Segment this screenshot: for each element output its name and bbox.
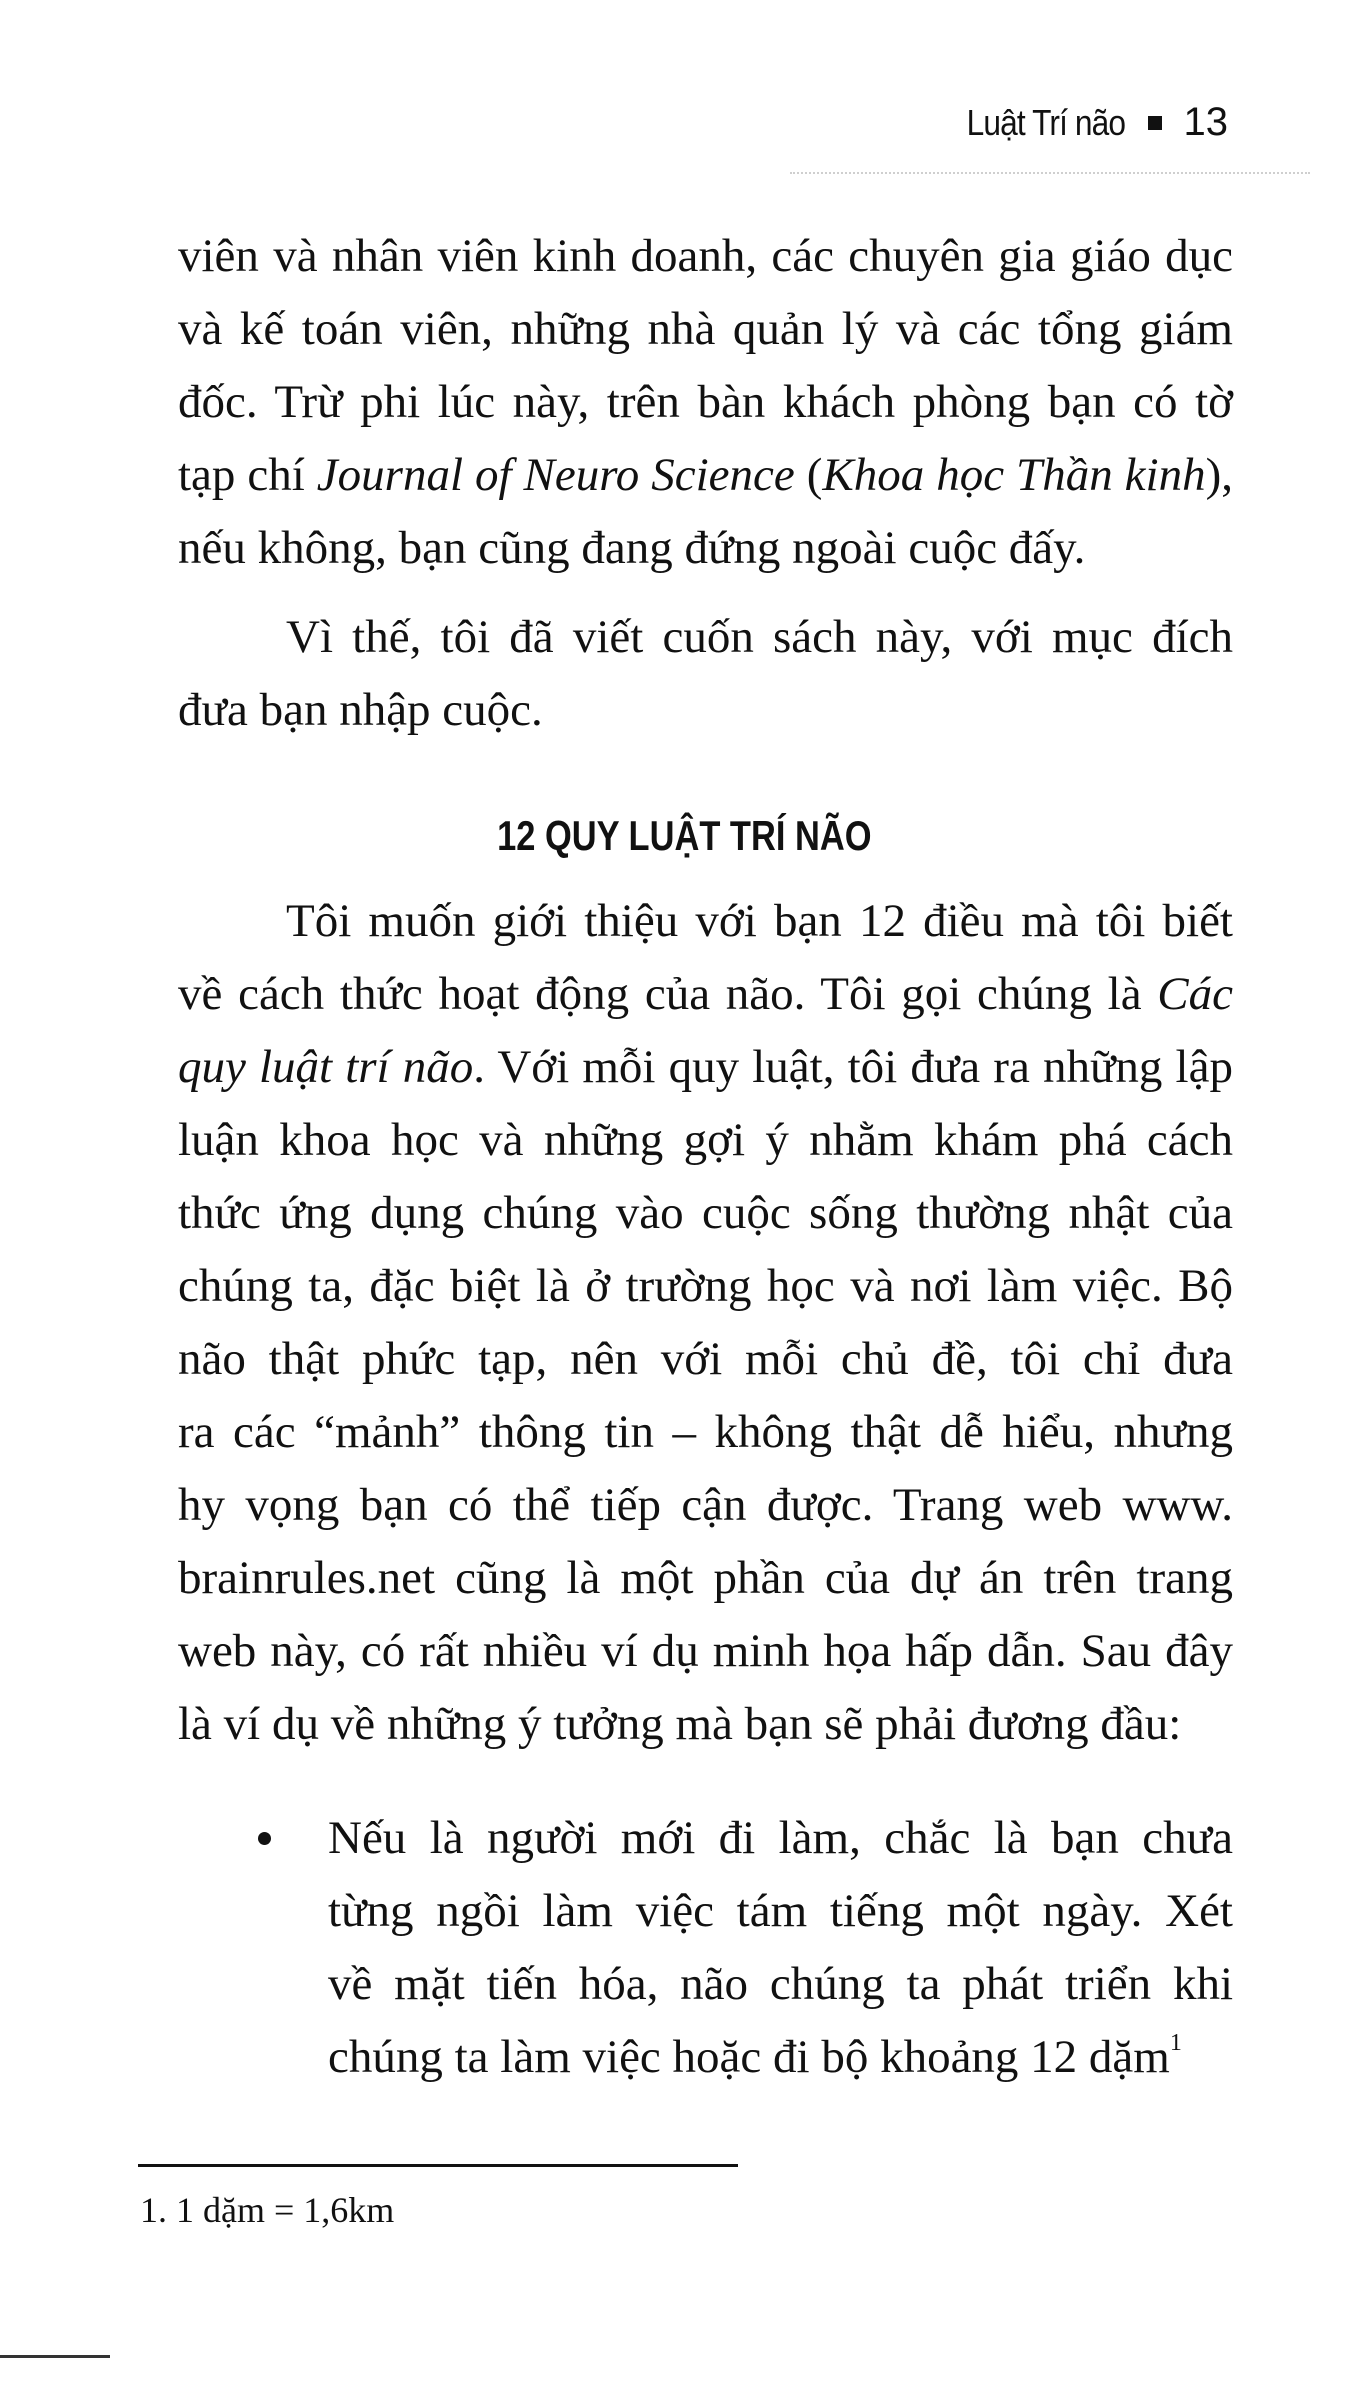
text-line: viên và nhân viên kinh doanh, các chuyên gia giáo dục	[178, 230, 1233, 282]
italic-term: quy luật trí não	[178, 1041, 474, 1093]
text-run: chúng ta làm việc hoặc đi bộ khoảng 12 dặm	[328, 2031, 1170, 2083]
text-line: và kế toán viên, những nhà quản lý và các tổng giám	[178, 303, 1233, 355]
text-line	[328, 2021, 1233, 2094]
footnote: 1. 1 dặm = 1,6km	[140, 2190, 395, 2230]
text-run: tạp chí	[178, 449, 317, 501]
text-line: Nếu là người mới đi làm, chắc là bạn chưa	[328, 1812, 1233, 1864]
running-head-title: Luật Trí não	[966, 101, 1126, 143]
text-line: đốc. Trừ phi lúc này, trên bàn khách phòng bạn có tờ	[178, 376, 1233, 428]
paragraph-intro-1	[178, 220, 1233, 585]
text-line: chúng ta, đặc biệt là ở trường học và nơi làm việc. Bộ	[178, 1260, 1233, 1312]
paragraph-rules-intro	[178, 885, 1233, 1761]
text-line: hy vọng bạn có thể tiếp cận được. Trang web www.	[178, 1479, 1233, 1531]
text-line	[178, 1031, 1233, 1104]
text-line: ra các “mảnh” thông tin – không thật dễ hiểu, nhưng	[178, 1406, 1233, 1458]
journal-translation: Khoa học Thần kinh	[822, 449, 1206, 501]
paragraph-intro-2	[178, 601, 1233, 747]
footnote-reference: 1	[1169, 2030, 1182, 2056]
italic-term: Các	[1157, 968, 1233, 1020]
text-line: thức ứng dụng chúng vào cuộc sống thường nhật của	[178, 1187, 1233, 1239]
header-dotted-rule	[790, 172, 1310, 176]
text-line: về mặt tiến hóa, não chúng ta phát triển khi	[328, 1958, 1233, 2010]
journal-title: Journal of Neuro Science	[316, 449, 795, 501]
text-line: từng ngồi làm việc tám tiếng một ngày. Xét	[328, 1885, 1233, 1937]
running-head	[945, 100, 1228, 145]
text-line: não thật phức tạp, nên với mỗi chủ đề, tôi chỉ đưa	[178, 1333, 1233, 1385]
section-heading	[0, 812, 1368, 860]
text-line: nếu không, bạn cũng đang đứng ngoài cuộc đấy.	[178, 522, 1086, 574]
bullet-icon	[178, 1802, 328, 2094]
bullet-text	[328, 1802, 1233, 2094]
bullet-list-item	[178, 1802, 1233, 2094]
text-line: web này, có rất nhiều ví dụ minh họa hấp dẫn. Sau đây	[178, 1625, 1233, 1677]
text-line: Vì thế, tôi đã viết cuốn sách này, với mục đích	[286, 611, 1233, 663]
square-bullet-icon	[1148, 116, 1162, 130]
footnote-divider	[138, 2164, 738, 2167]
text-line-journal	[178, 439, 1233, 512]
page-number: 13	[1183, 100, 1228, 144]
text-line: là ví dụ về những ý tưởng mà bạn sẽ phải đương đầu:	[178, 1698, 1182, 1750]
text-run: . Với mỗi quy luật, tôi đưa ra những lập	[473, 1041, 1233, 1093]
text-run: ),	[1205, 449, 1233, 501]
text-line	[178, 958, 1233, 1031]
text-line: luận khoa học và những gợi ý nhằm khám phá cách	[178, 1114, 1233, 1166]
text-run: (	[794, 449, 823, 501]
text-line: đưa bạn nhập cuộc.	[178, 684, 543, 736]
section-heading-text: 12 QUY LUẬT TRÍ NÃO	[496, 812, 872, 859]
text-line: Tôi muốn giới thiệu với bạn 12 điều mà tôi biết	[286, 895, 1233, 947]
text-line: brainrules.net cũng là một phần của dự án trên trang	[178, 1552, 1233, 1604]
text-run: về cách thức hoạt động của não. Tôi gọi chúng là	[178, 968, 1158, 1020]
page-edge-mark	[0, 2355, 110, 2358]
